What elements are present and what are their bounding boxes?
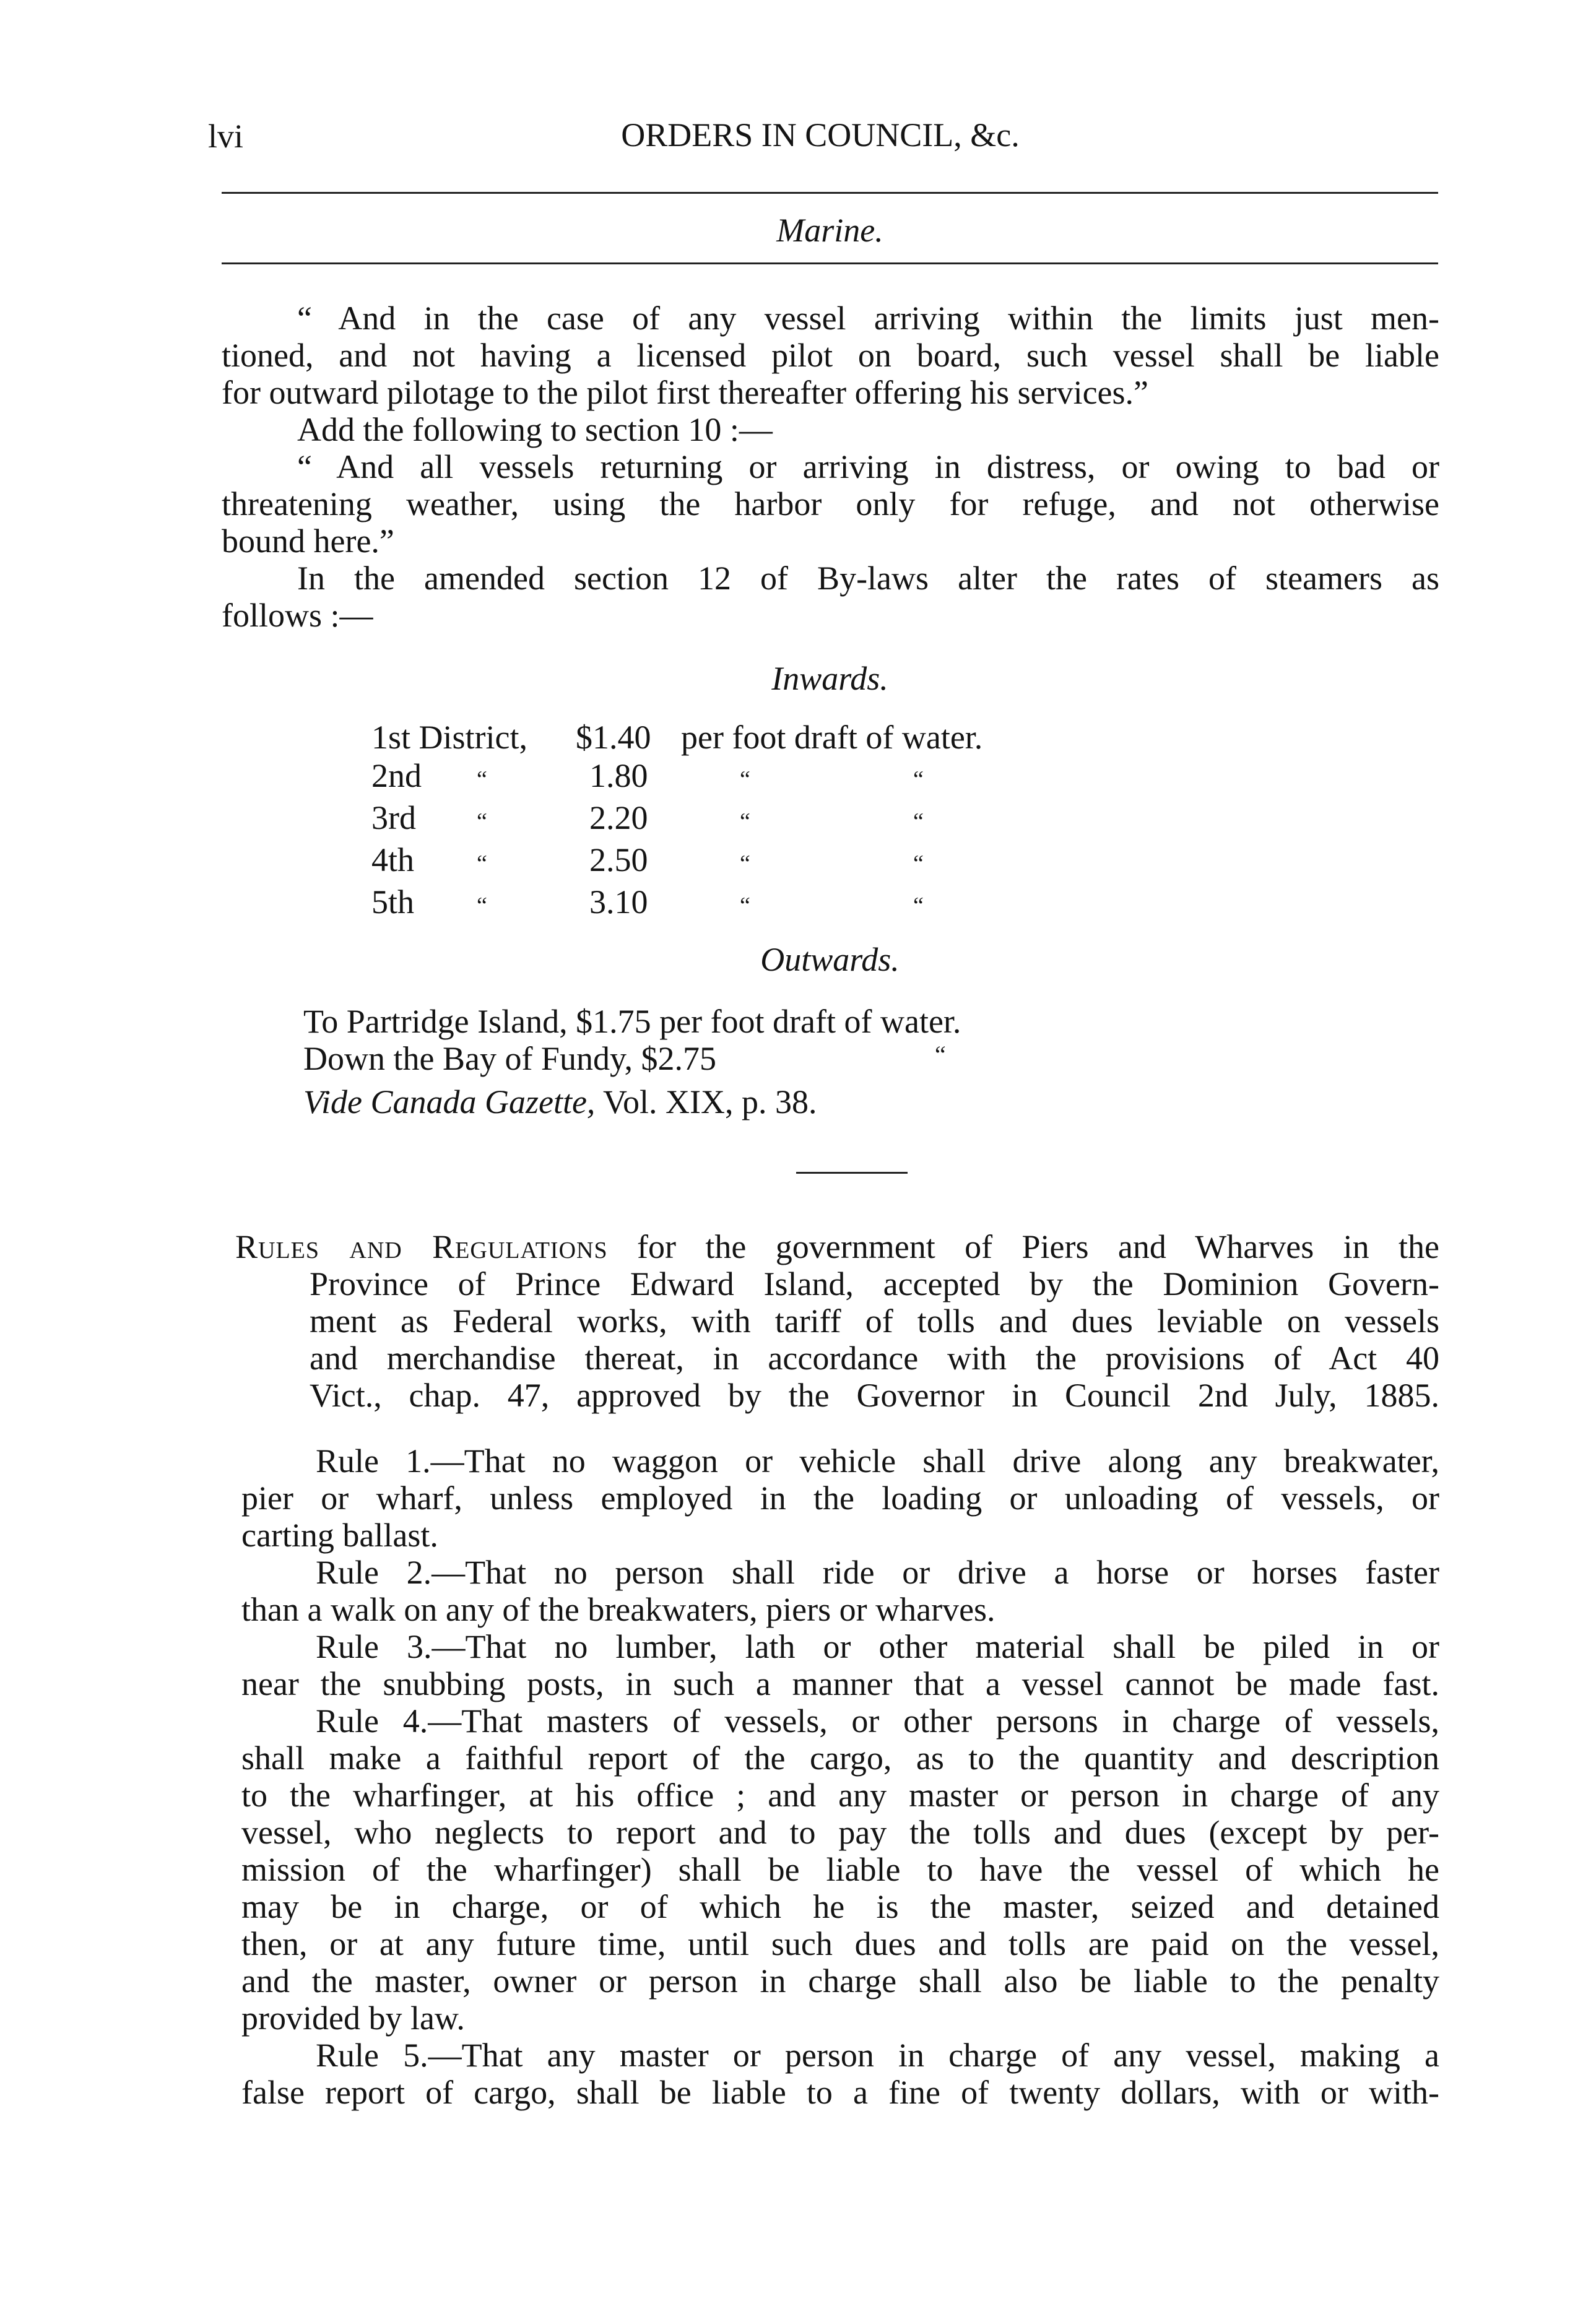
rate-row (371, 883, 982, 925)
rules-intro-line (235, 1228, 1439, 1265)
marine-para2-line: “ And all vessels returning or arriving in distress, or owing to bad or (297, 448, 1439, 485)
inwards-heading: Inwards. (771, 660, 888, 697)
outwards-line: Down the Bay of Fundy, $2.75 (303, 1040, 716, 1077)
marine-para1-line: for outward pilotage to the pilot first thereafter offering his services.” (222, 374, 1148, 411)
marine-para2-line: bound here.” (222, 522, 394, 560)
marine-para2-line: threatening weather, using the harbor only for refuge, and not otherwise (222, 485, 1439, 522)
ditto-mark: “ (935, 1041, 946, 1068)
rules-intro-line: and merchandise thereat, in accordance with the provisions of Act 40 (310, 1340, 1439, 1377)
rate-row (371, 718, 982, 756)
rule4-line: to the wharfinger, at his office ; and any master or person in charge of any (241, 1777, 1439, 1814)
section-separator (796, 1172, 908, 1174)
rule1-line: pier or wharf, unless employed in the loading or unloading of vessels, or (241, 1480, 1439, 1517)
rule3-line: near the snubbing posts, in such a manner that a vessel cannot be made fast. (241, 1665, 1439, 1702)
rule4-line: shall make a faithful report of the cargo, as to the quantity and description (241, 1740, 1439, 1777)
district-cell: 5th (371, 883, 415, 921)
ditto-mark: “ (740, 808, 750, 834)
rate-cell: 2.20 (589, 799, 648, 836)
unit-cell: per foot draft of water. (681, 719, 983, 756)
rate-row (371, 756, 982, 799)
rule4-line: provided by law. (241, 2000, 465, 2037)
rule2-line: Rule 2.—That no person shall ride or drive a horse or horses faster (316, 1554, 1439, 1591)
ditto-mark: “ (477, 766, 487, 792)
gazette-reference (303, 1083, 817, 1120)
inwards-rates-table (371, 718, 982, 925)
rules-intro-line: ment as Federal works, with tariff of tolls and dues leviable on vessels (310, 1302, 1439, 1340)
rule4-line: Rule 4.—That masters of vessels, or other persons in charge of vessels, (316, 1702, 1439, 1740)
gazette-reference-plain: Vol. XIX, p. 38. (602, 1083, 817, 1120)
gazette-reference-italic: Vide Canada Gazette, (303, 1083, 596, 1120)
rules-intro-line: Province of Prince Edward Island, accepted by the Dominion Govern- (310, 1265, 1439, 1302)
district-cell: 2nd (371, 757, 422, 794)
rate-cell: 3.10 (589, 883, 648, 921)
outwards-line: To Partridge Island, $1.75 per foot draft of water. (303, 1003, 961, 1040)
marine-para3-line: follows :— (222, 597, 373, 634)
rule4-line: then, or at any future time, until such dues and tolls are paid on the vessel, (241, 1925, 1439, 1962)
rule4-line: vessel, who neglects to report and to pay the tolls and dues (except by per- (241, 1814, 1439, 1851)
district-cell: 3rd (371, 799, 416, 836)
district-cell: 4th (371, 841, 415, 878)
rate-cell: 1.80 (589, 757, 648, 794)
rules-intro-text: for the government of Piers and Wharves in the (637, 1228, 1440, 1265)
ditto-mark: “ (913, 851, 924, 877)
ditto-mark: “ (740, 851, 750, 877)
marine-para3-line: In the amended section 12 of By-laws alter the rates of steamers as (297, 560, 1439, 597)
marine-para1-line: tioned, and not having a licensed pilot on board, such vessel shall be liable (222, 337, 1439, 374)
rule5-line: false report of cargo, shall be liable to a fine of twenty dollars, with or with- (241, 2074, 1439, 2111)
rate-cell: 2.50 (589, 841, 648, 878)
section-title: Marine. (776, 212, 883, 249)
running-title: ORDERS IN COUNCIL, &c. (621, 116, 1020, 154)
rules-title: Rules and Regulations (235, 1228, 608, 1265)
rule4-line: may be in charge, or of which he is the master, seized and detained (241, 1888, 1439, 1925)
ditto-mark: “ (913, 893, 924, 919)
marine-add-line: Add the following to section 10 :— (297, 411, 773, 448)
ditto-mark: “ (740, 893, 750, 919)
rule4-line: and the master, owner or person in charge shall also be liable to the penalty (241, 1962, 1439, 2000)
district-cell: 1st District, (371, 719, 527, 756)
header-rule-bottom (222, 262, 1438, 264)
ditto-mark: “ (477, 808, 487, 834)
page-number: lvi (208, 118, 244, 155)
marine-para1-line: “ And in the case of any vessel arriving within the limits just men- (297, 300, 1439, 337)
outwards-heading: Outwards. (760, 941, 900, 978)
rules-intro-line: Vict., chap. 47, approved by the Governor in Council 2nd July, 1885. (310, 1377, 1439, 1414)
ditto-mark: “ (913, 766, 924, 792)
rate-cell: $1.40 (576, 719, 651, 756)
rule4-line: mission of the wharfinger) shall be liable to have the vessel of which he (241, 1851, 1439, 1888)
ditto-mark: “ (913, 808, 924, 834)
ditto-mark: “ (740, 766, 750, 792)
ditto-mark: “ (477, 893, 487, 919)
rule1-line: Rule 1.—That no waggon or vehicle shall drive along any breakwater, (316, 1442, 1439, 1480)
rule3-line: Rule 3.—That no lumber, lath or other material shall be piled in or (316, 1628, 1439, 1665)
rule5-line: Rule 5.—That any master or person in charge of any vessel, making a (316, 2037, 1439, 2074)
rule2-line: than a walk on any of the breakwaters, piers or wharves. (241, 1591, 995, 1628)
ditto-mark: “ (477, 851, 487, 877)
header-rule-top (222, 192, 1438, 194)
rate-row (371, 841, 982, 883)
rule1-line: carting ballast. (241, 1517, 438, 1554)
rate-row (371, 799, 982, 841)
